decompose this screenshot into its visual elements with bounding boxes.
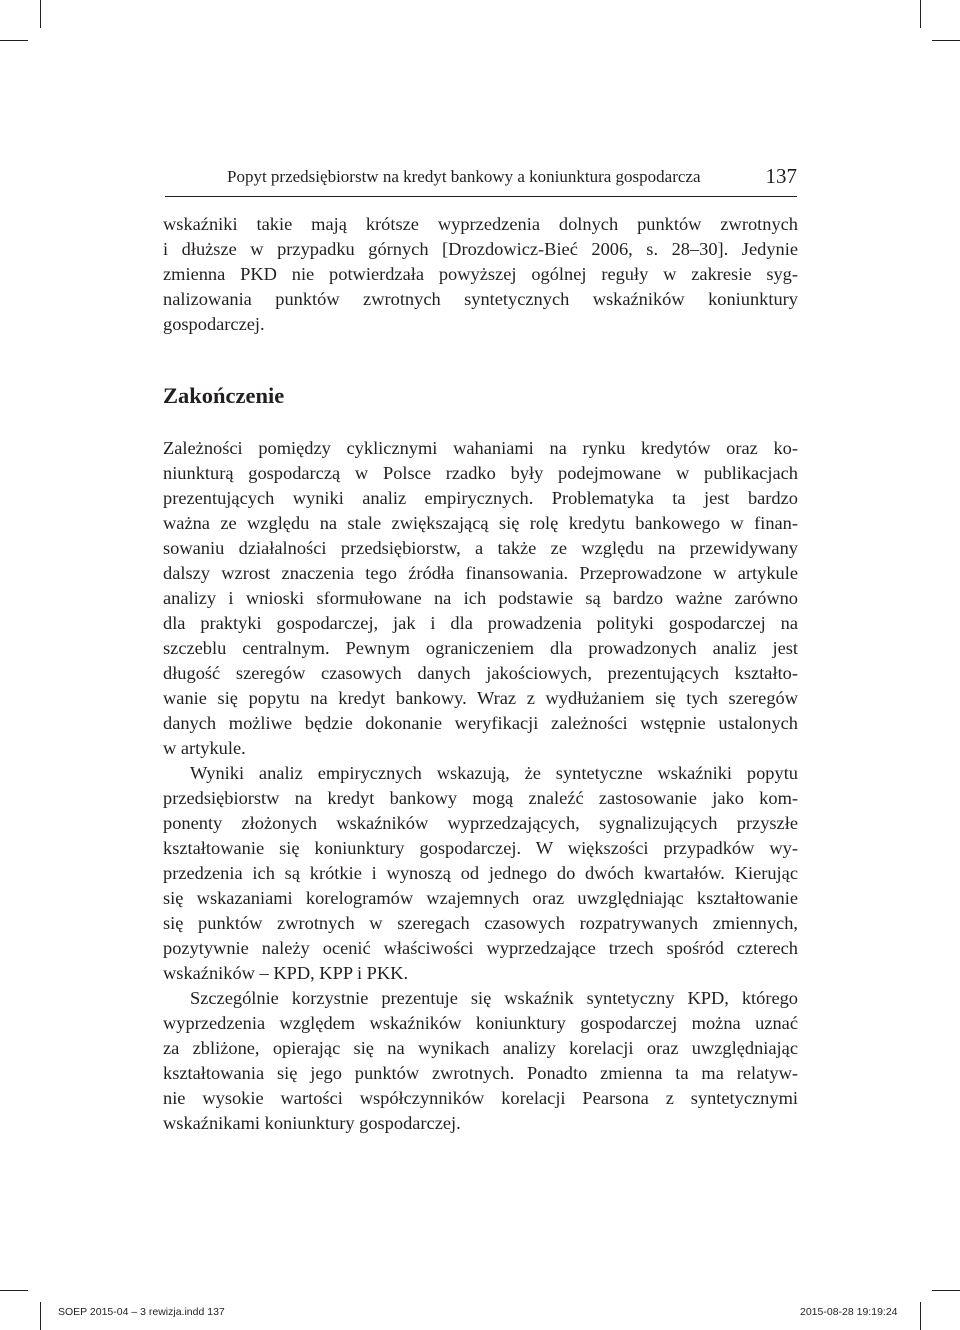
footer-file-name: SOEP 2015-04 – 3 rewizja.indd 137 — [58, 1306, 225, 1318]
paragraph-line: analizy i wnioski sformułowane na ich podstawie są bardzo ważne zarówno — [163, 588, 798, 608]
paragraph-line: wskaźnikami koniunktury gospodarczej. — [163, 1113, 461, 1133]
paragraph-line: kształtowania się jego punktów zwrotnych. Ponadto zmienna ta ma relatyw- — [163, 1063, 798, 1083]
paragraph-line: danych możliwe będzie dokonanie weryfikacji zależności wstępnie ustalonych — [163, 713, 798, 733]
running-title: Popyt przedsiębiorstw na kredyt bankowy a koniunktura gospodarcza — [227, 167, 701, 186]
paragraph-line: pozytywnie należy ocenić właściwości wyprzedzające trzech spośród czterech — [163, 938, 798, 958]
paragraph-line: wyprzedzenia względem wskaźników koniunktury gospodarczej można uznać — [163, 1013, 798, 1033]
paragraph-line: wanie się popytu na kredyt bankowy. Wraz z wydłużaniem się tych szeregów — [163, 688, 798, 708]
crop-mark-top-right-v — [920, 0, 921, 28]
paragraph-line: Wyniki analiz empirycznych wskazują, że syntetyczne wskaźniki popytu — [190, 763, 798, 783]
paragraph-line: niunkturą gospodarczą w Polsce rzadko były podejmowane w publikacjach — [163, 463, 798, 483]
paragraph-line: wskaźników – KPD, KPP i PKK. — [163, 963, 409, 983]
intro-line: zmienna PKD nie potwierdzała powyższej ogólnej reguły w zakresie syg- — [163, 264, 798, 284]
intro-line: i dłuższe w przypadku górnych [Drozdowicz-Bieć 2006, s. 28–30]. Jedynie — [163, 239, 798, 259]
crop-mark-top-right-h — [932, 40, 960, 41]
paragraph-line: dalszy wzrost znaczenia tego źródła finansowania. Przeprowadzone w artykule — [163, 563, 798, 583]
paragraph-line: za zbliżone, opierając się na wynikach analizy korelacji oraz uwzględniając — [163, 1038, 798, 1058]
crop-mark-bottom-left-h — [0, 1290, 28, 1291]
paragraph-line: przedsiębiorstw na kredyt bankowy mogą znaleźć zastosowanie jako kom- — [163, 788, 798, 808]
crop-mark-bottom-left-v — [40, 1302, 41, 1330]
paragraph-line: dla praktyki gospodarczej, jak i dla prowadzenia polityki gospodarczej na — [163, 613, 798, 633]
page-number: 137 — [765, 164, 797, 188]
intro-line: gospodarczej. — [163, 314, 265, 334]
paragraph-line: ponenty złożonych wskaźników wyprzedzających, sygnalizujących przyszłe — [163, 813, 798, 833]
running-header — [165, 160, 797, 197]
paragraph-line: się punktów zwrotnych w szeregach czasowych rozpatrywanych zmiennych, — [163, 913, 798, 933]
crop-mark-top-left-v — [40, 0, 41, 28]
paragraph-line: szczeblu centralnym. Pewnym ograniczeniem dla prowadzonych analiz jest — [163, 638, 798, 658]
paragraph-line: sowaniu działalności przedsiębiorstw, a także ze względu na przewidywany — [163, 538, 798, 558]
paragraph-line: Zależności pomiędzy cyklicznymi wahaniami na rynku kredytów oraz ko- — [163, 438, 798, 458]
crop-mark-bottom-right-v — [920, 1302, 921, 1330]
paragraph-line: przedzenia ich są krótkie i wynoszą od jednego do dwóch kwartałów. Kierując — [163, 863, 798, 883]
crop-mark-top-left-h — [0, 40, 28, 41]
paragraph-line: prezentujących wyniki analiz empirycznych. Problematyka ta jest bardzo — [163, 488, 798, 508]
paragraph-line: ważna ze względu na stale zwiększającą się rolę kredytu bankowego w finan- — [163, 513, 798, 533]
paragraph-line: kształtowanie się koniunktury gospodarczej. W większości przypadków wy- — [163, 838, 798, 858]
paragraph-line: w artykule. — [163, 738, 246, 758]
paragraph-line: nie wysokie wartości współczynników korelacji Pearsona z syntetycznymi — [163, 1088, 798, 1108]
paragraph-line: się wskazaniami korelogramów wzajemnych oraz uwzględniając kształtowanie — [163, 888, 798, 908]
section-heading: Zakończenie — [163, 383, 285, 408]
intro-line: wskaźniki takie mają krótsze wyprzedzenia dolnych punktów zwrotnych — [163, 214, 798, 234]
footer-timestamp: 2015-08-28 19:19:24 — [800, 1306, 898, 1318]
paragraph-line: długość szeregów czasowych danych jakościowych, prezentujących kształto- — [163, 663, 798, 683]
intro-line: nalizowania punktów zwrotnych syntetycznych wskaźników koniunktury — [163, 289, 798, 309]
crop-mark-bottom-right-h — [932, 1290, 960, 1291]
paragraph-line: Szczególnie korzystnie prezentuje się wskaźnik syntetyczny KPD, którego — [190, 988, 798, 1008]
